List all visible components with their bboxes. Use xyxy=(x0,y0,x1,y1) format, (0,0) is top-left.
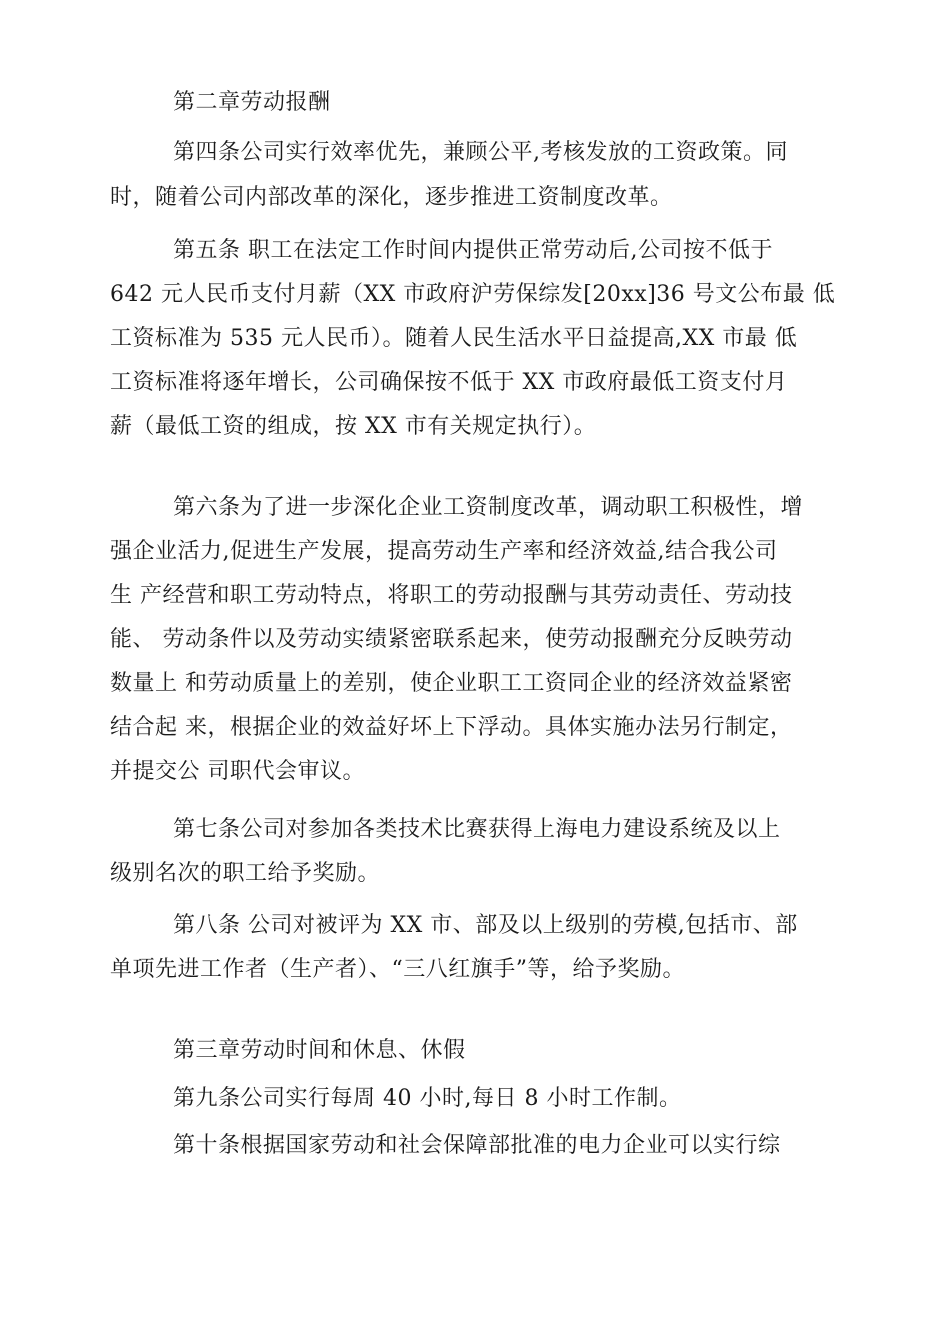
article-5-line-4: 工资标准将逐年增长，公司确保按不低于 XX 市政府最低工资支付月 xyxy=(110,370,788,395)
article-6-line-3: 生 产经营和职工劳动特点，将职工的劳动报酬与其劳动责任、劳动技 xyxy=(110,583,793,608)
chapter-heading-3: 第三章劳动时间和休息、休假 xyxy=(173,1038,466,1063)
article-6-line-2: 强企业活力,促进生产发展，提高劳动生产率和经济效益,结合我公司 xyxy=(110,539,778,564)
article-6-line-4: 能、 劳动条件以及劳动实绩紧密联系起来，使劳动报酬充分反映劳动 xyxy=(110,627,793,652)
article-6-line-6: 结合起 来，根据企业的效益好坏上下浮动。具体实施办法另行制定， xyxy=(110,715,793,740)
article-10-line-1: 第十条根据国家劳动和社会保障部批准的电力企业可以实行综 xyxy=(173,1133,781,1158)
article-4-line-1: 第四条公司实行效率优先，兼顾公平,考核发放的工资政策。同 xyxy=(173,140,788,165)
article-6-line-5: 数量上 和劳动质量上的差别，使企业职工工资同企业的经济效益紧密 xyxy=(110,671,793,696)
article-5-line-1: 第五条 职工在法定工作时间内提供正常劳动后,公司按不低于 xyxy=(173,238,773,263)
article-7-line-1: 第七条公司对参加各类技术比赛获得上海电力建设系统及以上 xyxy=(173,817,781,842)
article-4-line-2: 时，随着公司内部改革的深化，逐步推进工资制度改革。 xyxy=(110,185,673,210)
article-6-line-7: 并提交公 司职代会审议。 xyxy=(110,759,365,784)
article-8-line-2: 单项先进工作者（生产者）、“三八红旗手”等，给予奖励。 xyxy=(110,957,685,982)
article-5-line-2: 642 元人民币支付月薪（XX 市政府沪劳保综发[20xx]36 号文公布最 低 xyxy=(110,282,836,307)
article-7-line-2: 级别名次的职工给予奖励。 xyxy=(110,861,381,886)
article-5-line-5: 薪（最低工资的组成，按 XX 市有关规定执行）。 xyxy=(110,414,597,439)
article-9-line-1: 第九条公司实行每周 40 小时,每日 8 小时工作制。 xyxy=(173,1086,682,1111)
chapter-heading-2: 第二章劳动报酬 xyxy=(173,90,331,115)
article-5-line-3: 工资标准为 535 元人民币）。随着人民生活水平日益提高,XX 市最 低 xyxy=(110,326,798,351)
article-8-line-1: 第八条 公司对被评为 XX 市、部及以上级别的劳模,包括市、部 xyxy=(173,913,798,938)
article-6-line-1: 第六条为了进一步深化企业工资制度改革，调动职工积极性，增 xyxy=(173,495,804,520)
